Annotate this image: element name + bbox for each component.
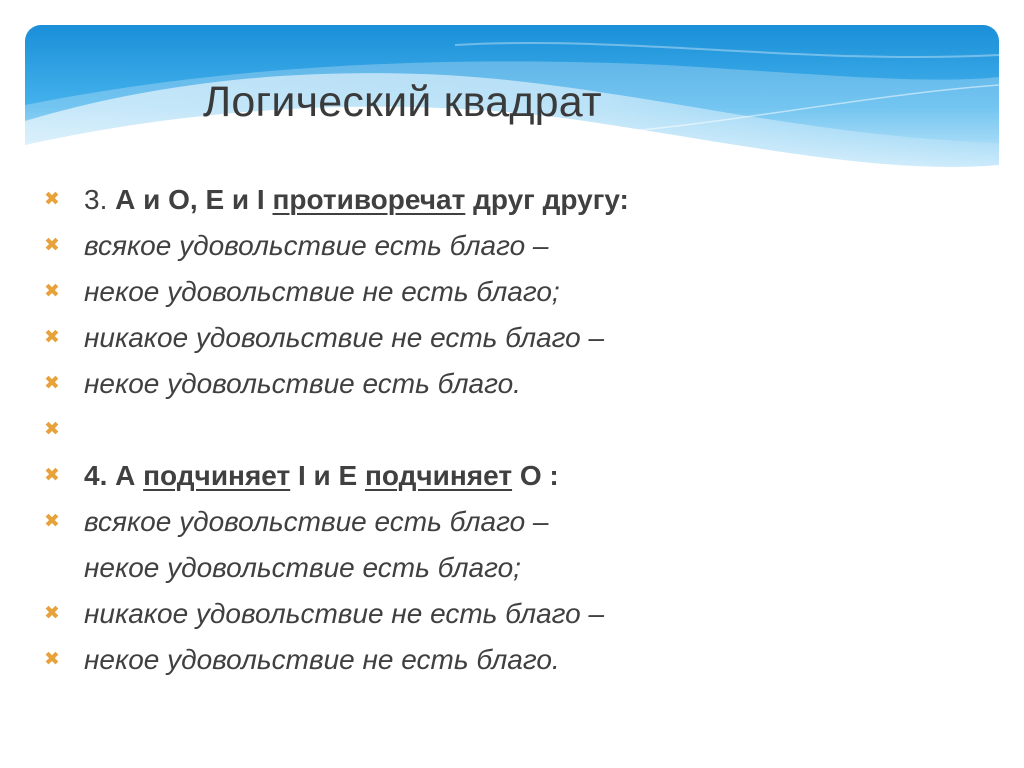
item-number: 3. xyxy=(84,184,116,215)
item-text: некое удовольствие не есть благо; xyxy=(84,276,560,307)
item-text: некое удовольствие есть благо. xyxy=(84,368,521,399)
list-item xyxy=(44,594,984,640)
item-text: некое удовольствие есть благо; xyxy=(84,552,521,583)
list-item xyxy=(44,640,984,686)
bullet-x-icon: ✖ xyxy=(44,373,60,394)
item-text: никакое удовольствие не есть благо – xyxy=(84,598,605,629)
slide-title: Логический квадрат xyxy=(203,78,602,126)
list-item xyxy=(44,226,984,272)
bullet-x-icon: ✖ xyxy=(44,235,60,256)
bullet-x-icon: ✖ xyxy=(44,649,60,670)
bullet-x-icon: ✖ xyxy=(44,511,60,532)
list-item xyxy=(44,318,984,364)
item-text: некое удовольствие не есть благо. xyxy=(84,644,560,675)
list-item xyxy=(44,272,984,318)
item-bold-text: 4. А xyxy=(84,460,144,491)
item-underlined-text: противоречат xyxy=(272,184,466,215)
bullet-x-icon: ✖ xyxy=(44,603,60,624)
bullet-x-icon: ✖ xyxy=(44,281,60,302)
item-text: всякое удовольствие есть благо – xyxy=(84,506,549,537)
list-item xyxy=(44,456,984,502)
item-bold-text: друг другу: xyxy=(465,184,629,215)
bullet-list xyxy=(44,180,984,686)
item-bold-text: О : xyxy=(512,460,559,491)
bullet-x-icon: ✖ xyxy=(44,419,60,440)
bullet-x-icon: ✖ xyxy=(44,327,60,348)
list-item-continuation xyxy=(44,548,984,594)
item-underlined-text: подчиняет xyxy=(365,460,513,491)
item-bold-text: I и Е xyxy=(290,460,365,491)
item-bold-text: А и О, Е и I xyxy=(115,184,273,215)
list-item xyxy=(44,180,984,226)
bullet-x-icon: ✖ xyxy=(44,189,60,210)
item-text: всякое удовольствие есть благо – xyxy=(84,230,549,261)
list-item xyxy=(44,364,984,410)
item-text: никакое удовольствие не есть благо – xyxy=(84,322,605,353)
item-underlined-text: подчиняет xyxy=(143,460,291,491)
list-item xyxy=(44,502,984,548)
bullet-x-icon: ✖ xyxy=(44,465,60,486)
list-item-empty xyxy=(44,410,984,456)
